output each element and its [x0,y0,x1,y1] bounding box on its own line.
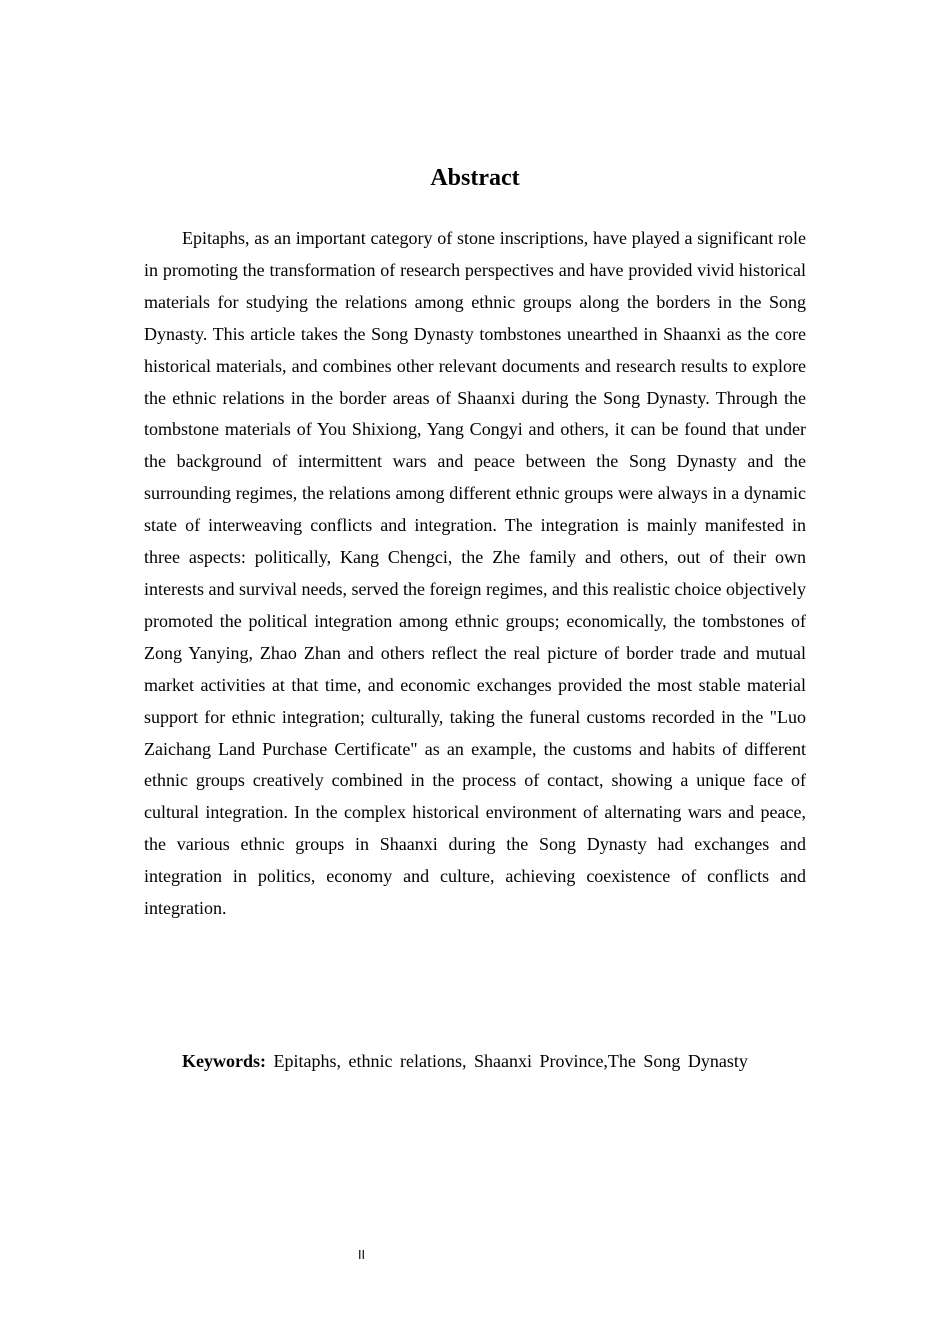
abstract-body: Epitaphs, as an important category of stone inscriptions, have played a significant role in promoting the transformation of research perspectives and have provided vivid historical materials for studying the relations among ethnic groups along the borders in the Song Dynasty. This article takes the Song Dynasty tombstones unearthed in Shaanxi as the core historical materials, and combines other relevant documents and research results to explore the ethnic relations in the border areas of Shaanxi during the Song Dynasty. Through the tombstone materials of You Shixiong, Yang Congyi and others, it can be found that under the background of intermittent wars and peace between the Song Dynasty and the surrounding regimes, the relations among different ethnic groups were always in a dynamic state of interweaving conflicts and integration. The integration is mainly manifested in three aspects: politically, Kang Chengci, the Zhe family and others, out of their own interests and survival needs, served the foreign regimes, and this realistic choice objectively promoted the political integration among ethnic groups; economically, the tombstones of Zong Yanying, Zhao Zhan and others reflect the real picture of border trade and mutual market activities at that time, and economic exchanges provided the most stable material support for ethnic integration; culturally, taking the funeral customs recorded in the "Luo Zaichang Land Purchase Certificate" as an example, the customs and habits of different ethnic groups creatively combined in the process of contact, showing a unique face of cultural integration. In the complex historical environment of alternating wars and peace, the various ethnic groups in Shaanxi during the Song Dynasty had exchanges and integration in politics, economy and culture, achieving coexistence of conflicts and integration. [144,228,806,919]
page-title: Abstract [430,165,520,191]
keywords-text: Epitaphs, ethnic relations, Shaanxi Province,The Song Dynasty [273,1051,748,1071]
keywords-label: Keywords: [182,1051,266,1071]
page-number: II [358,1248,366,1262]
keywords-line [182,1045,822,1077]
